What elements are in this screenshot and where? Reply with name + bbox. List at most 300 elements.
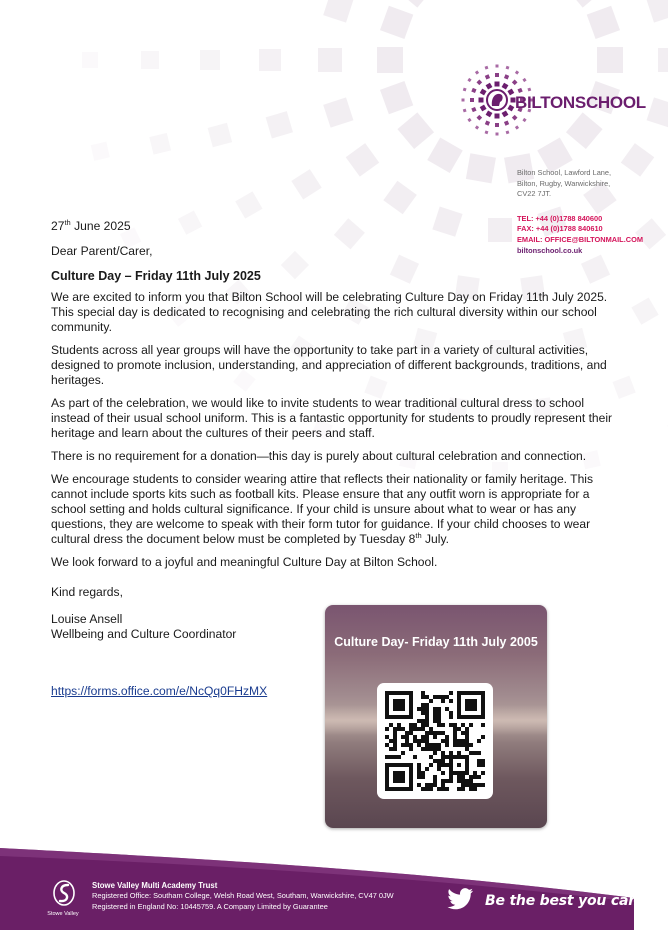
qr-module xyxy=(441,723,445,727)
qr-module xyxy=(477,763,481,767)
qr-module xyxy=(385,755,389,759)
qr-module xyxy=(473,771,477,775)
qr-module xyxy=(413,735,417,739)
qr-module xyxy=(393,727,397,731)
qr-module xyxy=(437,787,441,791)
qr-module xyxy=(421,711,425,715)
qr-module xyxy=(389,755,393,759)
registered-office: Registered Office: Southam College, Welsh Road West, Southam, Warwickshire, CV47 0JW xyxy=(92,891,394,901)
school-motto: Be the best you can be! xyxy=(485,893,668,909)
qr-module xyxy=(453,731,457,735)
qr-module xyxy=(389,739,393,743)
crest-square xyxy=(496,133,499,136)
qr-module xyxy=(461,743,465,747)
qr-module xyxy=(433,783,437,787)
qr-module xyxy=(417,783,421,787)
qr-module xyxy=(421,695,425,699)
crest-square xyxy=(495,123,499,127)
qr-module xyxy=(405,735,409,739)
qr-module xyxy=(445,787,449,791)
qr-module xyxy=(441,771,445,775)
crest-square xyxy=(480,89,487,96)
crest-square xyxy=(485,74,490,79)
qr-module xyxy=(437,731,441,735)
crest-square xyxy=(471,107,476,112)
qr-module xyxy=(465,739,469,743)
crest-square xyxy=(476,79,482,85)
burst-square xyxy=(200,50,220,70)
qr-module xyxy=(405,739,409,743)
qr-module xyxy=(453,743,457,747)
burst-square xyxy=(266,111,293,138)
qr-module xyxy=(393,747,397,751)
qr-module xyxy=(417,719,421,723)
qr-module xyxy=(445,763,449,767)
burst-square xyxy=(235,191,262,218)
qr-module xyxy=(425,739,429,743)
qr-code-image xyxy=(385,691,485,791)
qr-module xyxy=(425,747,429,751)
burst-square xyxy=(141,51,159,69)
qr-module xyxy=(477,775,481,779)
qr-module xyxy=(477,751,481,755)
crest-square xyxy=(512,79,518,85)
qr-module xyxy=(385,727,389,731)
paragraph-attire: We encourage students to consider wearing attire that reflects their nationality or family heritage. This cannot include sports kits such as football kits. Please ensure that any outfit worn is appropriate for a school setting and holds cultural significance. If your child is unsure about what to wear or has any questions, they are welcome to speak with their form tutor for guidance. If your child chooses to wear cultural dress the document below must be completed by Tuesday 8th July. xyxy=(51,472,594,546)
paragraph-activities: Students across all year groups will have the opportunity to take part in a variety of cultural activities, designed to promote inclusion, understanding, and appreciation of different backgrounds, traditions, and heritages. xyxy=(51,343,607,387)
qr-module xyxy=(429,787,433,791)
crest-square xyxy=(522,78,526,82)
crest-square xyxy=(485,66,489,70)
crest-square xyxy=(462,99,465,102)
qr-module xyxy=(393,699,405,711)
qr-module xyxy=(481,771,485,775)
qr-module xyxy=(449,779,453,783)
crest-square xyxy=(515,125,519,129)
qr-module xyxy=(409,731,413,735)
qr-module xyxy=(417,739,421,743)
stowe-valley-label: Stowe Valley xyxy=(47,911,79,917)
qr-module xyxy=(453,739,457,743)
qr-module xyxy=(441,763,445,767)
letter-date: 27th June 2025 xyxy=(51,217,131,233)
qr-module xyxy=(449,691,453,695)
qr-module xyxy=(429,763,433,767)
qr-module xyxy=(445,707,449,711)
qr-module xyxy=(445,779,449,783)
crest-square xyxy=(506,130,510,134)
qr-module xyxy=(465,783,469,787)
qr-module xyxy=(477,739,481,743)
qr-module xyxy=(425,735,429,739)
burst-square xyxy=(208,123,232,147)
crest-square xyxy=(504,74,509,79)
qr-module xyxy=(425,695,429,699)
crest-square xyxy=(467,118,471,122)
burst-square xyxy=(466,153,496,183)
crest-square xyxy=(475,70,479,74)
qr-module xyxy=(393,731,397,735)
qr-module xyxy=(409,727,413,731)
crest-square xyxy=(504,120,509,125)
qr-module xyxy=(469,723,473,727)
crest-square xyxy=(506,66,510,70)
qr-module xyxy=(457,787,461,791)
qr-module xyxy=(429,699,433,703)
qr-module xyxy=(445,739,449,743)
footer-info xyxy=(92,881,394,912)
qr-module xyxy=(393,755,397,759)
paragraph-donation: There is no requirement for a donation—this day is purely about cultural celebration and connection. xyxy=(51,449,587,463)
crest-square xyxy=(502,83,509,90)
crest-square xyxy=(502,110,509,117)
qr-card-title: Culture Day- Friday 11th July 2005 xyxy=(334,635,538,649)
crest-square xyxy=(495,73,499,77)
qr-module xyxy=(481,759,485,763)
qr-module xyxy=(457,763,461,767)
qr-module xyxy=(481,735,485,739)
qr-module xyxy=(413,723,417,727)
fax: FAX: +44 (0)1788 840610 xyxy=(517,224,603,234)
letter-subject: Culture Day – Friday 11th July 2025 xyxy=(51,269,261,283)
qr-module xyxy=(437,715,441,719)
qr-module xyxy=(433,759,437,763)
qr-module xyxy=(425,711,429,715)
qr-module xyxy=(449,715,453,719)
qr-module xyxy=(425,715,429,719)
qr-module xyxy=(465,747,469,751)
qr-module xyxy=(421,775,425,779)
qr-module xyxy=(405,731,409,735)
qr-module xyxy=(421,727,425,731)
qr-module xyxy=(437,767,441,771)
qr-module xyxy=(453,735,457,739)
qr-module xyxy=(449,699,453,703)
school-wordmark: BILTONSCHOOL xyxy=(515,93,646,112)
qr-module xyxy=(429,755,433,759)
qr-module xyxy=(433,711,437,715)
burst-square xyxy=(380,6,413,39)
qr-module xyxy=(469,783,473,787)
qr-module xyxy=(481,723,485,727)
qr-module xyxy=(425,767,429,771)
signer-name: Louise Ansell xyxy=(51,612,123,626)
crest-square xyxy=(495,82,500,87)
qr-module xyxy=(477,759,481,763)
qr-module xyxy=(469,787,473,791)
qr-module xyxy=(421,719,425,723)
crest-square xyxy=(527,88,531,92)
qr-module xyxy=(433,751,437,755)
twitter-icon[interactable] xyxy=(447,888,473,910)
crest-square xyxy=(485,120,490,125)
qr-module xyxy=(441,787,445,791)
burst-square xyxy=(346,143,380,177)
qr-module xyxy=(425,787,429,791)
qr-module xyxy=(433,731,437,735)
burst-square xyxy=(647,0,668,23)
qr-module xyxy=(425,719,429,723)
burst-square xyxy=(566,0,603,8)
crest-square xyxy=(470,98,474,102)
burst-square xyxy=(323,97,353,127)
qr-module xyxy=(461,723,465,727)
qr-module xyxy=(433,695,437,699)
qr-module xyxy=(413,727,417,731)
qr-module xyxy=(473,783,477,787)
registration-number: Registered in England No: 10445759. A Company Limited by Guarantee xyxy=(92,901,328,911)
qr-code[interactable] xyxy=(377,683,493,799)
qr-module xyxy=(425,707,429,711)
burst-square xyxy=(149,133,171,155)
qr-module xyxy=(449,723,453,727)
qr-module xyxy=(413,739,417,743)
qr-module xyxy=(433,719,437,723)
qr-module xyxy=(437,719,441,723)
qr-module xyxy=(437,723,441,727)
qr-module xyxy=(409,747,413,751)
qr-module xyxy=(417,775,421,779)
qr-module xyxy=(409,743,413,747)
burst-square xyxy=(82,52,98,68)
burst-square xyxy=(587,6,620,39)
qr-module xyxy=(445,743,449,747)
qr-module xyxy=(421,723,425,727)
paragraph-closing: We look forward to a joyful and meaningful Culture Day at Bilton School. xyxy=(51,555,438,569)
qr-module xyxy=(465,727,469,731)
qr-module xyxy=(429,731,433,735)
qr-module xyxy=(481,783,485,787)
qr-module xyxy=(429,783,433,787)
qr-module xyxy=(441,783,445,787)
burst-square xyxy=(91,142,110,161)
qr-module xyxy=(429,747,433,751)
qr-card xyxy=(325,605,547,828)
qr-module xyxy=(445,735,449,739)
qr-module xyxy=(449,711,453,715)
qr-module xyxy=(421,787,425,791)
qr-module xyxy=(449,751,453,755)
qr-module xyxy=(457,779,461,783)
qr-module xyxy=(437,695,441,699)
qr-module xyxy=(465,735,469,739)
qr-module xyxy=(437,711,441,715)
stowe-valley-logo xyxy=(46,876,82,916)
qr-module xyxy=(457,727,461,731)
crest-square xyxy=(479,98,484,103)
qr-module xyxy=(433,743,437,747)
burst-square xyxy=(397,112,434,149)
burst-square xyxy=(631,297,658,324)
qr-module xyxy=(461,787,465,791)
school-address: Bilton School, Lawford Lane, Bilton, Rugby, Warwickshire, CV22 7JT. xyxy=(517,168,612,199)
burst-square xyxy=(318,48,342,72)
trust-name: Stowe Valley Multi Academy Trust xyxy=(92,881,218,890)
qr-module xyxy=(425,731,429,735)
qr-module xyxy=(469,775,473,779)
qr-module xyxy=(473,787,477,791)
qr-module xyxy=(405,743,409,747)
qr-module xyxy=(441,759,445,763)
qr-module xyxy=(457,751,461,755)
qr-module xyxy=(469,779,473,783)
burst-square xyxy=(291,169,321,199)
telephone: TEL: +44 (0)1788 840600 xyxy=(517,213,603,223)
qr-module xyxy=(469,751,473,755)
qr-module xyxy=(417,771,421,775)
qr-module xyxy=(425,743,429,747)
qr-module xyxy=(389,747,393,751)
crest-square xyxy=(486,110,493,117)
qr-module xyxy=(457,743,461,747)
qr-module xyxy=(425,783,429,787)
qr-module xyxy=(385,743,389,747)
qr-module xyxy=(461,731,465,735)
qr-module xyxy=(461,779,465,783)
qr-module xyxy=(429,743,433,747)
burst-square xyxy=(427,138,463,174)
qr-module xyxy=(441,695,445,699)
qr-module xyxy=(417,727,421,731)
crest-square xyxy=(467,78,471,82)
qr-module xyxy=(421,739,425,743)
signer-title: Wellbeing and Culture Coordinator xyxy=(51,627,237,641)
qr-module xyxy=(417,767,421,771)
qr-module xyxy=(433,735,437,739)
qr-module xyxy=(453,727,457,731)
salutation: Dear Parent/Carer, xyxy=(51,244,153,258)
qr-module xyxy=(437,747,441,751)
qr-module xyxy=(397,727,401,731)
qr-module xyxy=(385,735,389,739)
qr-module xyxy=(445,755,449,759)
crest-square xyxy=(495,114,500,119)
qr-module xyxy=(441,779,445,783)
qr-module xyxy=(433,779,437,783)
form-link[interactable]: https://forms.office.com/e/NcQq0FHzMX xyxy=(51,684,268,698)
paragraph-dress: As part of the celebration, we would like to invite students to wear traditional cultural dress to school instead of their usual school uniform. This is a fantastic opportunity for students to proudly represent their heritage and learn about the cultures of their peers and staff. xyxy=(51,396,613,440)
qr-module xyxy=(421,691,425,695)
qr-module xyxy=(393,771,405,783)
qr-module xyxy=(461,783,465,787)
crest-square xyxy=(480,105,487,112)
qr-module xyxy=(449,775,453,779)
qr-module xyxy=(465,699,477,711)
qr-module xyxy=(465,779,469,783)
qr-module xyxy=(445,695,449,699)
signoff: Kind regards, xyxy=(51,585,123,599)
crest-square xyxy=(522,118,526,122)
qr-module xyxy=(393,743,397,747)
qr-module xyxy=(425,703,429,707)
qr-module xyxy=(441,699,445,703)
qr-module xyxy=(465,743,469,747)
qr-module xyxy=(397,755,401,759)
crest-square xyxy=(515,70,519,74)
qr-module xyxy=(409,723,413,727)
qr-module xyxy=(461,775,465,779)
crest-square xyxy=(512,115,518,121)
qr-module xyxy=(481,763,485,767)
qr-module xyxy=(433,775,437,779)
qr-module xyxy=(433,747,437,751)
qr-module xyxy=(421,771,425,775)
email: EMAIL: OFFICE@BILTONMAIL.COM xyxy=(517,234,643,244)
crest-square xyxy=(475,125,479,129)
qr-module xyxy=(397,723,401,727)
crest-square xyxy=(485,130,489,134)
burst-square xyxy=(377,47,403,73)
qr-module xyxy=(421,747,425,751)
qr-module xyxy=(401,727,405,731)
qr-module xyxy=(417,743,421,747)
qr-module xyxy=(425,723,429,727)
qr-module xyxy=(473,751,477,755)
burst-square xyxy=(383,181,417,215)
qr-module xyxy=(393,739,397,743)
qr-module xyxy=(413,755,417,759)
qr-module xyxy=(401,751,405,755)
burst-square xyxy=(647,97,668,127)
qr-module xyxy=(421,703,425,707)
qr-module xyxy=(477,783,481,787)
burst-square xyxy=(397,0,434,8)
qr-module xyxy=(393,735,397,739)
qr-module xyxy=(441,755,445,759)
qr-module xyxy=(437,707,441,711)
burst-square xyxy=(259,49,281,71)
qr-module xyxy=(465,731,469,735)
website: biltonschool.co.uk xyxy=(517,245,583,255)
qr-module xyxy=(417,707,421,711)
qr-module xyxy=(437,763,441,767)
burst-square xyxy=(380,81,413,114)
paragraph-intro: We are excited to inform you that Bilton School will be celebrating Culture Day on Friday 11th July 2025. This special day is dedicated to recognising and celebrating the rich cultural diversity within our school community. xyxy=(51,290,608,334)
crest-square xyxy=(507,105,514,112)
burst-square xyxy=(323,0,353,23)
crest-square xyxy=(476,115,482,121)
qr-module xyxy=(417,763,421,767)
qr-module xyxy=(437,759,441,763)
qr-module xyxy=(401,743,405,747)
qr-module xyxy=(441,751,445,755)
qr-module xyxy=(429,727,433,731)
qr-module xyxy=(473,775,477,779)
letter-body xyxy=(51,219,625,578)
crest-square xyxy=(496,65,499,68)
qr-module xyxy=(437,743,441,747)
qr-module xyxy=(389,723,393,727)
burst-square xyxy=(658,48,668,72)
qr-module xyxy=(421,735,425,739)
qr-module xyxy=(461,739,465,743)
qr-module xyxy=(453,723,457,727)
signoff-block xyxy=(51,585,236,642)
qr-module xyxy=(421,707,425,711)
qr-module xyxy=(401,735,405,739)
qr-module xyxy=(457,775,461,779)
qr-module xyxy=(433,715,437,719)
qr-module xyxy=(441,739,445,743)
crest-square xyxy=(486,83,493,90)
qr-module xyxy=(457,739,461,743)
qr-module xyxy=(433,707,437,711)
crest-square xyxy=(507,89,514,96)
crest-square xyxy=(471,88,476,93)
crest-square xyxy=(463,88,467,92)
crest-square xyxy=(463,109,467,113)
qr-module xyxy=(469,743,473,747)
